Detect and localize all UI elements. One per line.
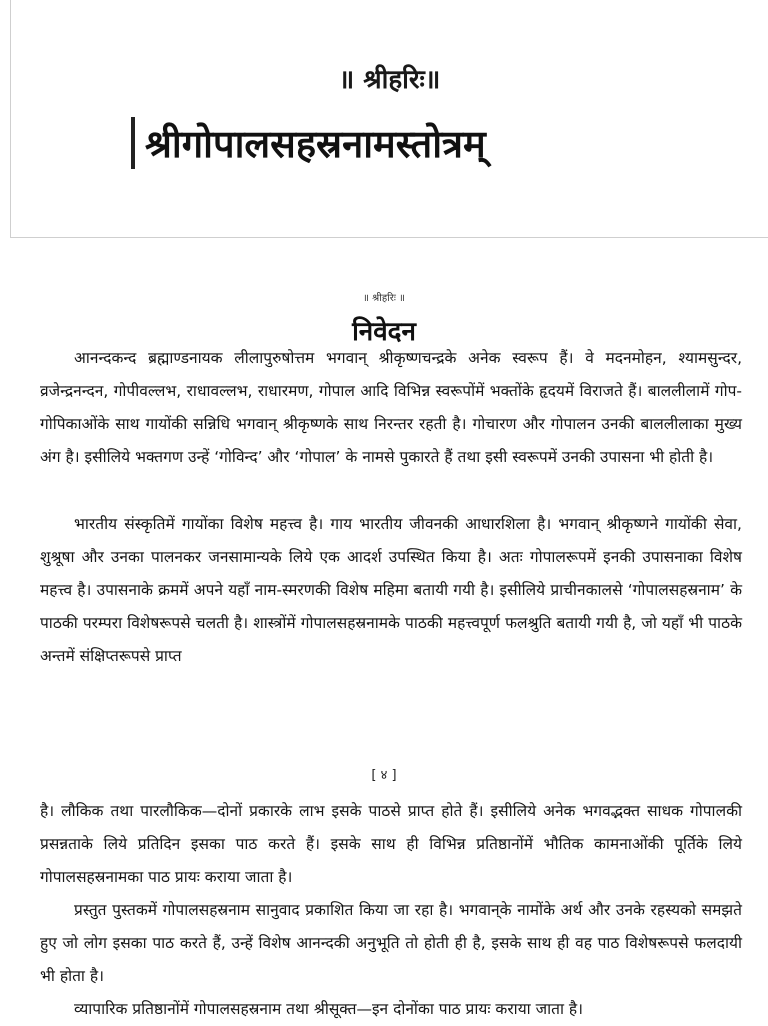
section-heading: निवेदन: [352, 317, 416, 347]
paragraph-2: भारतीय संस्कृतिमें गायोंका विशेष महत्त्व है। गाय भारतीय जीवनकी आधारशिला है। भगवान् श्रीकृष्णने गायोंकी सेवा, शुश्रूषा और उनका पालनकर जनसामान्यके लिये एक आदर्श उपस्थित किया है। अतः गोपालरूपमें इनकी उपासनाका विशेष महत्त्व है। उपासनाके क्रममें अपने यहाँ नाम-स्मरणकी विशेष महिमा बतायी गयी है। इसीलिये प्राचीनकालसे ‘गोपालसहस्रनाम’ के पाठकी परम्परा विशेषरूपसे चलती है। शास्त्रोंमें गोपालसहस्रनामके पाठकी महत्त्वपूर्ण फलश्रुति बतायी गयी है, जो यहाँ भी पाठके अन्तमें संक्षिप्तरूपसे प्राप्त: [40, 515, 742, 665]
cover-page: [10, 0, 768, 238]
inner-invocation: ॥ श्रीहरिः ॥: [362, 293, 406, 304]
title-bar-decoration: [131, 117, 135, 169]
paragraph-5: व्यापारिक प्रतिष्ठानोंमें गोपालसहस्रनाम तथा श्रीसूक्त—इन दोनोंका पाठ प्रायः कराया जाता है।: [74, 1000, 584, 1018]
cover-title-block: [131, 112, 486, 174]
paragraph-4: प्रस्तुत पुस्तकमें गोपालसहस्रनाम सानुवाद प्रकाशित किया जा रहा है। भगवान्‌के नामोंके अर्थ और उनके रहस्यको समझते हुए जो लोग इसका पाठ करते हैं, उन्हें विशेष आनन्दकी अनुभूति तो होती ही है, इसके साथ ही वह पाठ विशेषरूपसे फलदायी भी होता है।: [40, 901, 742, 985]
cover-title: श्रीगोपालसहस्रनामस्तोत्रम्: [145, 122, 486, 166]
paragraph-3: है। लौकिक तथा पारलौकिक—दोनों प्रकारके लाभ इसके पाठसे प्राप्त होते हैं। इसीलिये अनेक भगवद्भक्त साधक गोपालकी प्रसन्नताके लिये प्रतिदिन इसका पाठ करते हैं। इसके साथ ही विभिन्न प्रतिष्ठानोंमें भौतिक कामनाओंकी पूर्तिके लिये गोपालसहस्रनामका पाठ प्रायः कराया जाता है।: [40, 802, 742, 886]
paragraph-1: आनन्दकन्द ब्रह्माण्डनायक लीलापुरुषोत्तम भगवान् श्रीकृष्णचन्द्रके अनेक स्वरूप हैं। वे मदनमोहन, श्यामसुन्दर, व्रजेन्द्रनन्दन, गोपीवल्लभ, राधावल्लभ, राधारमण, गोपाल आदि विभिन्न स्वरूपोंमें भक्तोंके हृदयमें विराजते हैं। बाललीलामें गोप-गोपिकाओंके साथ गायोंकी सन्निधि भगवान् श्रीकृष्णके साथ निरन्तर रहती है। गोचारण और गोपालन उनकी बाललीलाका मुख्य अंग है। इसीलिये भक्तगण उन्हें ‘गोविन्द’ और ‘गोपाल’ के नामसे पुकारते हैं तथा इसी स्वरूपमें उनकी उपासना भी होती है।: [40, 349, 742, 466]
cover-invocation: ॥ श्रीहरिः॥: [338, 65, 441, 95]
page-number: [ ४ ]: [371, 768, 397, 783]
